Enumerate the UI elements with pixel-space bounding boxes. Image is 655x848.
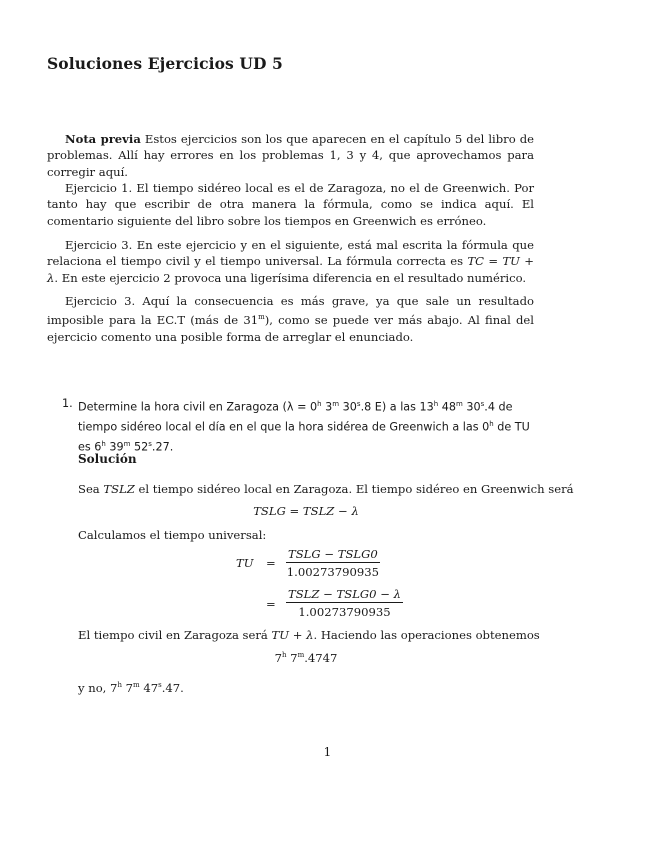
exercise1-text: Ejercicio 1. El tiempo sidéreo local es el de Zaragoza, no el de Greenwich. Por tanto hay que escribir de otra manera la fórmula, como se indica aquí. El comentario siguiente del libro sobre los tiempos en Greenwich es erróneo. xyxy=(47,181,534,228)
tslz-variable: TSLZ xyxy=(103,482,135,496)
tslg-equation: TSLG = TSLZ − λ xyxy=(253,504,359,518)
solution-line4: y no, 7$^h$ 7$^m$ 47$^s$.47. xyxy=(78,681,184,695)
tu-fraction-2 xyxy=(286,587,403,619)
document-title: Soluciones Ejercicios UD 5 xyxy=(47,54,283,73)
note-text: Estos ejercicios son los que aparecen en el capítulo 5 del libro de problemas. Allí hay errores en los problemas 1, 3 y 4, que aprovechamos para corregir aquí. xyxy=(47,132,534,179)
solution-line1: Sea TSLZ el tiempo sidéreo local en Zaragoza. El tiempo sidéreo en Greenwich será xyxy=(78,482,574,496)
problem-number: 1. xyxy=(62,397,73,410)
exercise3b-paragraph xyxy=(47,293,534,345)
fraction2-numerator: TSLZ − TSLG0 − λ xyxy=(288,587,401,601)
minutes-superscript: m xyxy=(258,313,265,322)
result-value: 7$^h$ 7$^m$.4747 xyxy=(274,651,338,665)
solution-heading: Solución xyxy=(78,452,137,466)
fraction2-denominator: 1.00273790935 xyxy=(298,605,391,619)
equals-sign-2: = xyxy=(266,597,276,611)
problem-text: Determine la hora civil en Zaragoza ($\lambda = 0^h$ 3$^m$ 30$^s$.8 E) a las 13$^h$ 48$^m$ 30$^s$.4 de tiempo sidéreo local el día en el que la hora sidérea de Greenwich a las 0$^h$ de TU es 6$^h$ 39$^m$ 52$^s$.27. xyxy=(78,400,530,455)
page-number: 1 xyxy=(323,745,332,759)
note-label: Nota previa xyxy=(65,132,141,146)
equals-sign-1: = xyxy=(266,556,276,570)
exercise3b-text-after: ), como se puede ver más abajo. Al final del ejercicio comento una posible forma de arreglar el enunciado. xyxy=(47,313,534,344)
exercise1-paragraph xyxy=(47,180,534,229)
exercise3a-text-after: . En este ejercicio 2 provoca una ligerísima diferencia en el resultado numérico. xyxy=(54,270,527,285)
exercise3b-text-before: Ejercicio 3. Aquí la consecuencia es más grave, ya que sale un resultado imposible para la EC.T (más de 31 xyxy=(47,294,534,328)
tu-equation-lhs: TU xyxy=(236,556,254,570)
tc-variable: TU + λ xyxy=(271,628,314,642)
solution-line3: El tiempo civil en Zaragoza será TU + λ. Haciendo las operaciones obtenemos xyxy=(78,628,540,642)
fraction1-denominator: 1.00273790935 xyxy=(286,565,379,579)
problem-statement xyxy=(62,396,540,457)
tu-fraction-1 xyxy=(286,547,380,579)
exercise3a-paragraph xyxy=(47,237,534,286)
tc-formula: TC = TU + λ xyxy=(47,254,534,285)
note-paragraph xyxy=(47,131,534,180)
fraction1-numerator: TSLG − TSLG0 xyxy=(288,547,378,561)
exercise3a-text-before: Ejercicio 3. En este ejercicio y en el siguiente, está mal escrita la fórmula que relaciona el tiempo civil y el tiempo universal. La fórmula correcta es xyxy=(47,238,534,269)
solution-line2: Calculamos el tiempo universal: xyxy=(78,528,267,542)
